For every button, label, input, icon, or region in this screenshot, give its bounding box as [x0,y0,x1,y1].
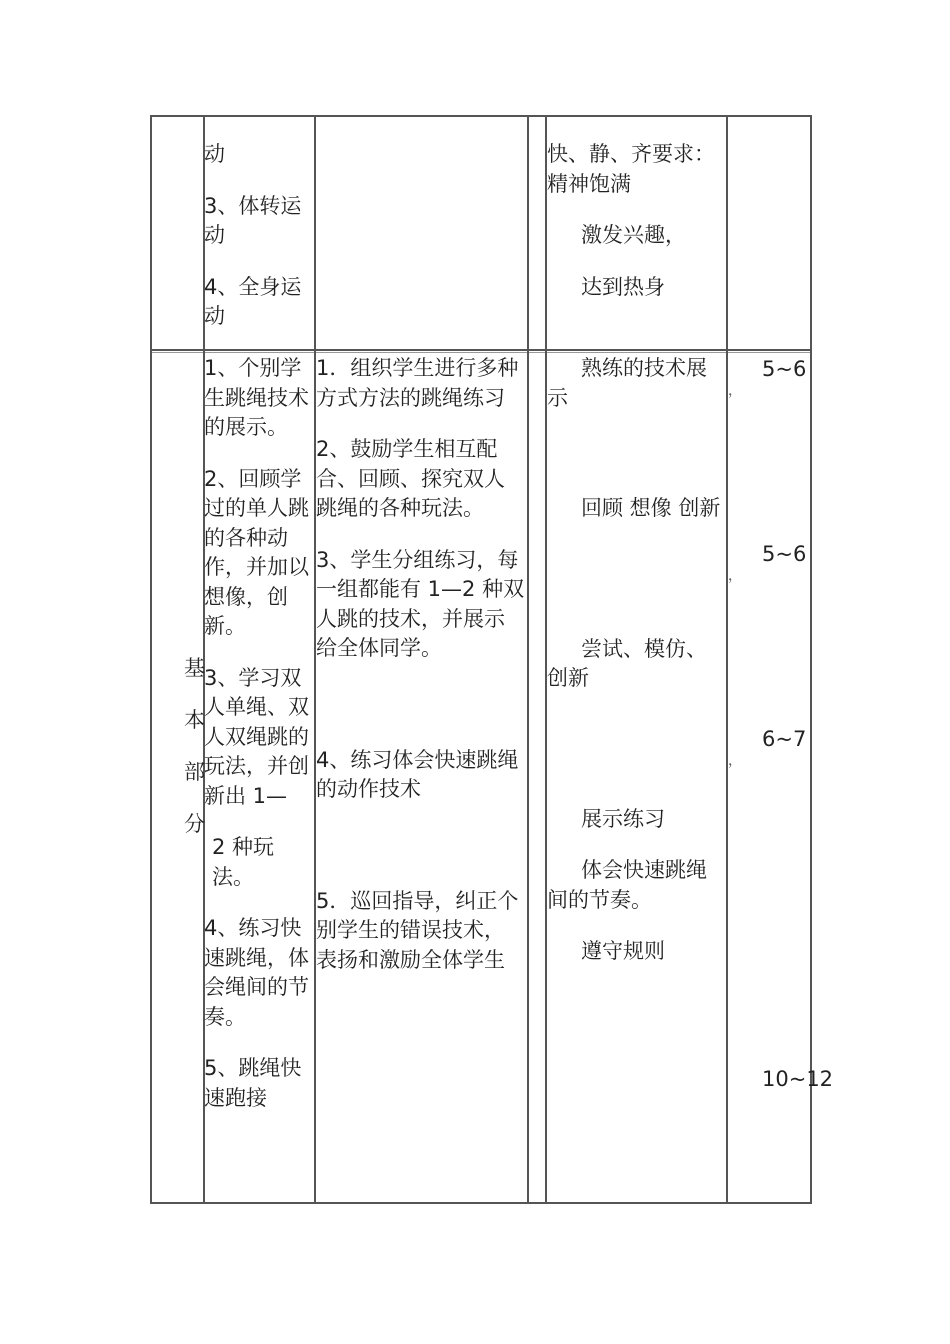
row2-teacher-2: 2、鼓励学生相互配合、回顾、探究双人跳绳的各种玩法。 [316,437,505,520]
table-bottom-border [150,1202,812,1204]
time-2: 5~6 [762,542,807,566]
time-4: 10~12 [762,1067,834,1091]
row1-req-1: 快、静、齐要求：精神饱满 [547,142,715,196]
section-label-char-2: 本 [184,708,205,732]
col-border-right [810,115,812,1204]
section-label-char-1: 基 [184,656,205,680]
row1-content-1: 动 [204,142,225,166]
row2-student-2: 回顾 想像 创新 [581,496,721,520]
row2-teacher-4: 4、练习体会快速跳绳的动作技术 [316,747,519,801]
row2-content-1: 1、个别学生跳绳技术的展示。 [204,356,309,439]
row1-content-3: 4、全身运动 [204,274,302,328]
table-top-border [150,115,812,117]
time-1: 5~6 [762,357,807,381]
section-label-char-3: 部 [184,760,205,784]
row2-content-cell [204,354,312,1135]
col-border-5 [726,115,728,1204]
col-border-3 [527,115,529,1204]
row2-content-4: 2 种玩法。 [212,835,275,889]
row2-content-6: 5、跳绳快速跑接 [204,1056,302,1110]
row2-student-cell [547,354,723,989]
row2-content-5: 4、练习快速跳绳，体会绳间的节奏。 [204,916,309,1029]
time-comma-3: ， [728,753,742,769]
row1-content-cell [204,140,312,354]
row2-teacher-3: 3、学生分组练习，每一组都能有 1—2 种双人跳的技术，并展示给全体同学。 [316,547,525,660]
row2-student-1: 熟练的技术展示 [547,356,707,410]
row1-requirements-cell [547,140,723,324]
row2-student-3: 尝试、模仿、创新 [547,636,707,690]
section-label-char-4: 分 [184,812,205,836]
row1-content-2: 3、体转运动 [204,193,302,247]
time-3: 6~7 [762,727,807,751]
row2-student-5: 体会快速跳绳间的节奏。 [547,858,707,912]
row1-req-3: 达到热身 [581,274,665,299]
row2-student-4: 展示练习 [581,806,665,831]
row2-teacher-1: 1．组织学生进行多种方式方法的跳绳练习 [316,356,519,410]
col-border-left [150,115,152,1204]
time-comma-2: ， [728,568,742,584]
row2-content-2: 2、回顾学过的单人跳的各种动作，并加以想像，创新。 [204,466,309,638]
row2-teacher-cell [316,354,525,997]
row2-teacher-5: 5．巡回指导，纠正个别学生的错误技术，表扬和激励全体学生 [316,888,519,972]
row2-content-3: 3、学习双人单绳、双人双绳跳的玩法，并创新出 1— [204,665,309,808]
row1-req-2: 激发兴趣， [581,223,686,247]
time-comma-1: ， [728,383,742,399]
row2-student-6: 遵守规则 [581,939,665,963]
